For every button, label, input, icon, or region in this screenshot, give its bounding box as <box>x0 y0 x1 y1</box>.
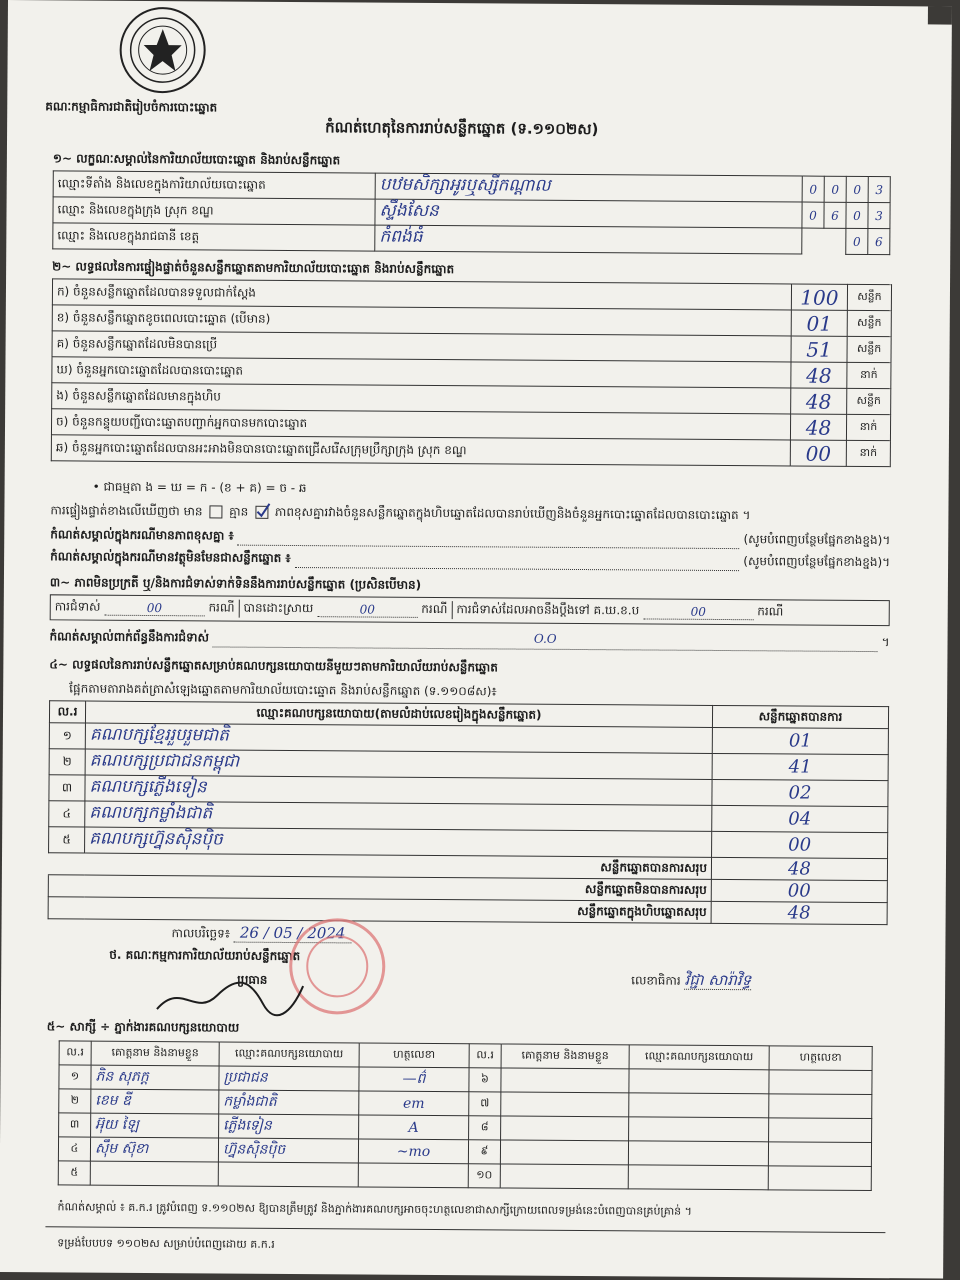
difference-note-line[interactable] <box>238 528 740 550</box>
witness-name-empty[interactable] <box>500 1140 628 1165</box>
resolved-label: បានដោះស្រាយ <box>243 600 314 616</box>
no-difference-label: គ្មាន <box>229 504 249 519</box>
count-label: ឃ) ចំនួនអ្នកបោះឆ្នោតដែលបានបោះឆ្នោត <box>52 357 791 388</box>
witness-signature-empty[interactable] <box>358 1163 468 1188</box>
count-check-table <box>51 278 892 467</box>
district-digit[interactable]: 6 <box>824 202 846 228</box>
district-label: ឈ្មោះ និងលេខក្នុងក្រុង ស្រុក ខណ្ឌ <box>53 197 375 225</box>
difference-option: ភាពខុសគ្នារវាងចំនួនសន្លឹកឆ្នោតក្នុងហិបឆ្នោតដែលបានរាប់ឃើញនិងចំនួនអ្នកបោះឆ្នោតដែលបានបោះឆ្នោត ។ <box>274 504 751 523</box>
org-name: គណៈកម្មាធិការជាតិរៀបចំការបោះឆ្នោត <box>45 99 218 115</box>
witness-party-empty[interactable] <box>628 1141 768 1166</box>
province-row <box>53 223 890 255</box>
witness-name-empty[interactable] <box>501 1092 629 1117</box>
col-no: ល.រ <box>49 701 85 723</box>
foreign-object-label: កំណត់សម្គាល់ក្នុងករណីមានវត្ថុមិនមែនជាសន្លឹកឆ្នោត ៖ <box>50 549 291 565</box>
objection-strip <box>50 594 890 626</box>
footer-divider <box>45 1226 885 1233</box>
col-party: ឈ្មោះគណបក្សនយោបាយ(តាមលំដាប់លេខរៀងក្នុងសន្លឹកឆ្នោត) <box>85 701 712 727</box>
province-blank <box>802 228 824 254</box>
count-value[interactable]: 48 <box>791 362 847 388</box>
w-col-party: ឈ្មោះគណបក្សនយោបាយ <box>219 1042 359 1067</box>
col-votes: សន្លឹកឆ្នោតបានការ <box>712 705 888 728</box>
ballot-box-label: សន្លឹកឆ្នោតក្នុងហិបឆ្នោតសរុប <box>48 897 711 924</box>
district-digit[interactable]: 3 <box>868 203 890 229</box>
count-unit: សន្លឹក <box>847 388 891 414</box>
valid-total[interactable]: 48 <box>711 857 887 880</box>
witness-signature[interactable]: em <box>359 1091 469 1116</box>
witness-no: ៨ <box>469 1116 501 1140</box>
party-name[interactable]: គណបក្សហ្វ៊ុនស៊ិនប៉ិច <box>85 827 712 857</box>
witness-name[interactable]: ខេម ឌី <box>91 1089 219 1114</box>
station-label: ឈ្មោះទីតាំង និងលេខក្នុងការិយាល័យបោះឆ្នោត <box>53 171 375 199</box>
count-label: ង) ចំនួនសន្លឹកឆ្នោតដែលមានក្នុងហិប <box>52 383 791 414</box>
count-value[interactable]: 00 <box>790 440 846 466</box>
witness-party-empty[interactable] <box>629 1117 769 1142</box>
witness-no: ១ <box>59 1065 91 1089</box>
count-unit: សន្លឹក <box>847 284 891 310</box>
count-row <box>51 435 890 467</box>
province-label: ឈ្មោះ និងលេខក្នុងរាជធានី ខេត្ត <box>53 223 375 251</box>
party-name[interactable]: គណបក្សភ្លើងទៀន <box>85 775 712 805</box>
party-results-table <box>48 700 890 925</box>
station-digit[interactable]: 0 <box>846 176 868 202</box>
count-unit: សន្លឹក <box>847 336 891 362</box>
w-col-sig: ហត្ថលេខា <box>359 1043 469 1068</box>
total-row <box>48 897 887 925</box>
section3-title: ៣~ ភាពមិនប្រក្រតី ឬ/និងការជំទាស់ទាក់ទិននឹងការរាប់សន្លឹកឆ្នោត (ប្រសិនបើមាន) <box>49 575 422 592</box>
witness-no: ២ <box>59 1089 91 1113</box>
witness-no: ៧ <box>469 1092 501 1116</box>
party-no: ៥ <box>49 827 85 853</box>
station-value[interactable]: បឋមសិក្សាអូរឬស្សីកណ្តាល <box>375 173 802 202</box>
province-digit[interactable]: 6 <box>868 229 890 255</box>
nec-emblem-icon <box>119 7 206 94</box>
count-unit: នាក់ <box>846 414 890 440</box>
party-name[interactable]: គណបក្សប្រជាជនកម្ពុជា <box>85 749 712 779</box>
count-label: ក) ចំនួនសន្លឹកឆ្នោតដែលបានទទួលជាក់ស្តែង <box>52 279 791 310</box>
foreign-object-hint: (សូមបំពេញបន្ថែមផ្នែកខាងខ្នង)។ <box>743 554 891 570</box>
appeal-value[interactable]: 00 <box>643 604 753 620</box>
count-label: ខ) ចំនួនសន្លឹកឆ្នោតខូចពេលបោះឆ្នោត (បើមាន) <box>52 305 791 336</box>
objection-case: ករណី <box>204 599 239 617</box>
party-name[interactable]: គណបក្សខ្មែររួបរួមជាតិ <box>85 723 712 753</box>
w-col-sig: ហត្ថលេខា <box>769 1046 872 1071</box>
foreign-object-note <box>50 548 890 572</box>
witness-no: ៤ <box>58 1137 90 1161</box>
witness-signature-empty[interactable] <box>768 1142 871 1167</box>
count-unit: នាក់ <box>846 440 890 466</box>
party-votes[interactable]: 00 <box>712 831 888 858</box>
province-digit[interactable]: 0 <box>846 228 868 254</box>
party-votes[interactable]: 41 <box>712 753 888 780</box>
committee-label: ថ. គណៈកម្មការការិយាល័យរាប់សន្លឹកឆ្នោត <box>109 947 301 964</box>
witness-name-empty[interactable] <box>501 1068 629 1093</box>
objection-note-value[interactable]: O.O <box>213 629 878 652</box>
section1-title: ១~ លក្ខណៈសម្គាល់នៃការិយាល័យបោះឆ្នោត និងរាប់សន្លឹកឆ្នោត <box>52 151 341 168</box>
witness-signature-empty[interactable] <box>769 1094 872 1119</box>
station-info-table <box>52 170 891 255</box>
w-col-no: ល.រ <box>59 1041 91 1065</box>
objection-value[interactable]: 00 <box>104 600 204 616</box>
witness-row <box>58 1161 871 1191</box>
w-col-party: ឈ្មោះគណបក្សនយោបាយ <box>629 1045 769 1070</box>
secretary-line <box>631 970 751 993</box>
form-note: ទម្រង់បែបបទ ១១០២ស សម្រាប់បំពេញដោយ គ.ក.រ <box>57 1236 275 1251</box>
count-value[interactable]: 01 <box>791 310 847 336</box>
secretary-name[interactable]: វិជ្ជា សារ៉ាវិទ្ធ <box>684 970 752 990</box>
witness-signature-empty[interactable] <box>769 1070 872 1095</box>
formula-text: ជាធម្មតា ង = ឃ = ក - (ខ + គ) = ច - ឆ <box>103 479 307 496</box>
station-digit[interactable]: 3 <box>868 177 890 203</box>
party-no: ៣ <box>49 775 85 801</box>
witness-signature-empty[interactable] <box>768 1166 871 1191</box>
witness-party-empty[interactable] <box>629 1069 769 1094</box>
resolved-value[interactable]: 00 <box>317 602 417 618</box>
count-unit: សន្លឹក <box>847 310 891 336</box>
witness-name[interactable]: ស៊ឹម ស៊ុខា <box>90 1137 218 1162</box>
difference-note <box>50 526 890 550</box>
witness-signature-empty[interactable] <box>769 1118 872 1143</box>
difference-note-hint: (សូមបំពេញបន្ថែមផ្នែកខាងខ្នង)។ <box>743 532 891 548</box>
party-no: ១ <box>49 723 85 749</box>
difference-line <box>50 502 750 525</box>
objection-label: ការជំទាស់ <box>54 599 101 614</box>
count-label: គ) ចំនួនសន្លឹកឆ្នោតដែលមិនបានប្រើ <box>52 331 791 362</box>
section2-title: ២~ លទ្ធផលនៃការផ្ទៀងផ្ទាត់ចំនួនសន្លឹកឆ្នោតតាមការិយាល័យបោះឆ្នោត និងរាប់សន្លឹកឆ្នោត <box>52 259 455 277</box>
w-col-name: គោត្តនាម និងនាមខ្លួន <box>91 1041 219 1066</box>
count-unit: នាក់ <box>847 362 891 388</box>
witness-signature[interactable]: A <box>359 1115 469 1140</box>
witness-no: ៣ <box>59 1113 91 1137</box>
witness-party[interactable]: កម្លាំងជាតិ <box>219 1090 359 1115</box>
count-label: ឆ) ចំនួនអ្នកបោះឆ្នោតដែលបានអះអាងមិនបានបោះឆ្នោតជ្រើសរើសក្រុមប្រឹក្សាក្រុង ស្រុក ខណ្ឌ <box>51 435 790 466</box>
witness-party-empty[interactable] <box>628 1165 768 1190</box>
appeal-case: ករណី <box>757 604 784 619</box>
difference-note-label: កំណត់សម្គាល់ក្នុងករណីមានភាពខុសគ្នា ៖ <box>50 527 234 543</box>
count-label: ច) ចំនួនកន្ទុយបញ្ជីបោះឆ្នោតបញ្ជាក់អ្នកបានមកបោះឆ្នោត <box>51 409 790 440</box>
valid-label: សន្លឹកឆ្នោតបានការសរុប <box>48 853 711 880</box>
station-digit[interactable]: 0 <box>802 176 824 202</box>
witness-name[interactable]: ភិន សុភក្ត <box>91 1065 219 1090</box>
witness-no: ១០ <box>468 1164 500 1188</box>
date-value[interactable]: 26 / 05 / 2024 <box>234 924 352 944</box>
section4-subtitle: ផ្អែកតាមតារាងគត់ត្រាសំឡេងឆ្នោតតាមការិយាល័យបោះឆ្នោត និងរាប់សន្លឹកឆ្នោត (ទ.១១០៨ស)៖ <box>69 681 497 699</box>
date-label: កាលបរិច្ឆេទ៖ <box>171 926 231 941</box>
witness-party[interactable]: ភ្លើងទៀន <box>219 1114 359 1139</box>
station-digit[interactable]: 0 <box>824 176 846 202</box>
witness-no: ៦ <box>469 1068 501 1092</box>
checkbox-checked-icon[interactable] <box>255 506 268 519</box>
witness-signature[interactable]: —ព៌ <box>359 1067 469 1092</box>
district-digit[interactable]: 0 <box>802 202 824 228</box>
invalid-total[interactable]: 00 <box>711 879 887 902</box>
appeal-label: ការជំទាស់ដែលអាចនឹងប្តឹងទៅ គ.ឃ.ខ.ប <box>456 602 640 618</box>
footer-note: កំណត់សម្គាល់ ៖ គ.ក.រ ត្រូវបំពេញ ទ.១១០២ស ឱ្យបានត្រឹមត្រូវ និងភ្នាក់ងារគណបក្សអាចចុះហត្ថលេខាជាសាក្សីក្រោយពេលទម្រង់នេះបំពេញបានគ្រប់គ្រាន់ ។ <box>57 1200 692 1218</box>
formula: • ជាធម្មតា ង = ឃ = ក - (ខ + គ) = ច - ឆ <box>92 479 307 496</box>
section4-title: ៤~ លទ្ធផលនៃការរាប់សន្លឹកឆ្នោតសម្រាប់គណបក្សនយោបាយនីមួយៗតាមការិយាល័យរាប់សន្លឹកឆ្នោត <box>49 657 498 675</box>
witness-no: ៥ <box>58 1161 90 1185</box>
witness-no: ៩ <box>468 1140 500 1164</box>
party-no: ៤ <box>49 801 85 827</box>
count-value[interactable]: 51 <box>791 336 847 362</box>
party-votes[interactable]: 04 <box>712 805 888 832</box>
district-value[interactable]: ស្ទឹងសែន <box>375 199 802 228</box>
party-no: ២ <box>49 749 85 775</box>
count-value[interactable]: 100 <box>791 284 847 310</box>
party-name[interactable]: គណបក្សកម្លាំងជាតិ <box>85 801 712 831</box>
w-col-no: ល.រ <box>469 1044 501 1068</box>
chair-signature <box>151 973 311 1022</box>
objection-note-label: កំណត់សម្គាល់ពាក់ព័ន្ធនឹងការជំទាស់ <box>49 629 209 645</box>
secretary-label: លេខាធិការ <box>631 973 681 988</box>
count-value[interactable]: 48 <box>791 388 847 414</box>
witness-party-empty[interactable] <box>218 1162 358 1187</box>
objection-note <box>49 628 889 652</box>
checkbox-empty-icon[interactable] <box>209 505 222 518</box>
difference-label: ការផ្ទៀងផ្ទាត់ខាងលើឃើញថា មាន <box>50 503 203 519</box>
witness-name-empty[interactable] <box>501 1116 629 1141</box>
count-value[interactable]: 48 <box>790 414 846 440</box>
witness-name-empty[interactable] <box>90 1161 218 1186</box>
district-digit[interactable]: 0 <box>846 202 868 228</box>
witness-party[interactable]: ហ្វ៊ុនស៊ិនប៉ិច <box>218 1138 358 1163</box>
witness-name[interactable]: អ៊ុយ ឡៃ <box>91 1113 219 1138</box>
party-votes[interactable]: 01 <box>712 727 888 754</box>
form-title: កំណត់ហេតុនៃការរាប់សន្លឹកឆ្នោត (ទ.១១០២ស) <box>325 118 599 139</box>
witness-name-empty[interactable] <box>500 1164 628 1189</box>
foreign-object-line[interactable] <box>295 550 740 571</box>
province-value[interactable]: កំពង់ធំ <box>375 225 802 254</box>
chair-label: ប្រធាន <box>237 972 268 987</box>
page-corner <box>928 6 952 24</box>
w-col-name: គោត្តនាម និងនាមខ្លួន <box>501 1044 629 1069</box>
objection-note-end: ។ <box>881 635 890 650</box>
witness-table <box>58 1040 873 1191</box>
party-votes[interactable]: 02 <box>712 779 888 806</box>
witness-party[interactable]: ប្រជាជន <box>219 1066 359 1091</box>
witness-signature[interactable]: ~mo <box>358 1139 468 1164</box>
resolved-case: ករណី <box>417 601 452 619</box>
province-blank <box>824 228 846 254</box>
ballot-box-total[interactable]: 48 <box>711 901 887 924</box>
witness-party-empty[interactable] <box>629 1093 769 1118</box>
invalid-label: សន្លឹកឆ្នោតមិនបានការសរុប <box>48 875 711 902</box>
section5-title: ៥~ សាក្សី ÷ ភ្នាក់ងារគណបក្សនយោបាយ <box>46 1019 240 1035</box>
